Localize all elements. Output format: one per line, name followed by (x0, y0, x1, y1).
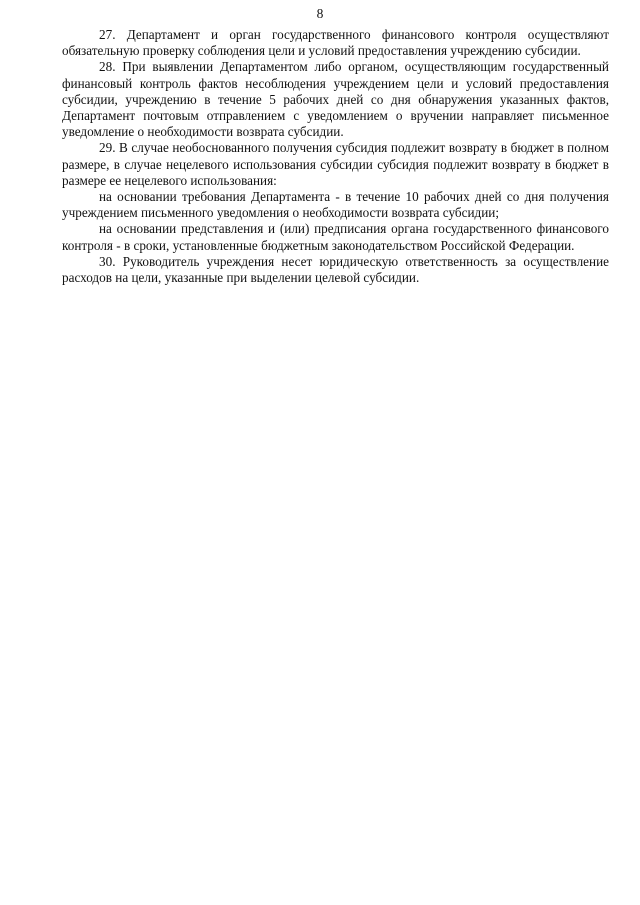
paragraph-30: 30. Руководитель учреждения несет юридическую ответственность за осуществление расходов на цели, указанные при выделении целевой субсидии. (62, 253, 609, 286)
paragraph-29-item-2: на основании представления и (или) предписания органа государственного финансового контроля - в сроки, установленные бюджетным законодательством Российской Федерации. (62, 221, 609, 253)
paragraph-27: 27. Департамент и орган государственного финансового контроля осуществляют обязательную проверку соблюдения цели и условий предоставления учреждению субсидии. (62, 27, 609, 59)
page-number: 8 (316, 6, 324, 21)
paragraph-29-item-1: на основании требования Департамента - в течение 10 рабочих дней со дня получения учреждением письменного уведомления о необходимости возврата субсидии; (62, 189, 609, 221)
document-body (62, 27, 609, 286)
paragraph-29: 29. В случае необоснованного получения субсидия подлежит возврату в бюджет в полном размере, в случае нецелевого использования субсидии субсидия подлежит возврату в бюджет в размере ее нецелевого использования: (62, 140, 609, 188)
paragraph-28: 28. При выявлении Департаментом либо органом, осуществляющим государственный финансовый контроль фактов несоблюдения учреждением цели и условий предоставления субсидии, учреждению в течение 5 рабочих дней со дня обнаружения указанных фактов, Департамент почтовым отправлением с уведомлением о вручении направляет письменное уведомление о необходимости возврата субсидии. (62, 59, 609, 140)
